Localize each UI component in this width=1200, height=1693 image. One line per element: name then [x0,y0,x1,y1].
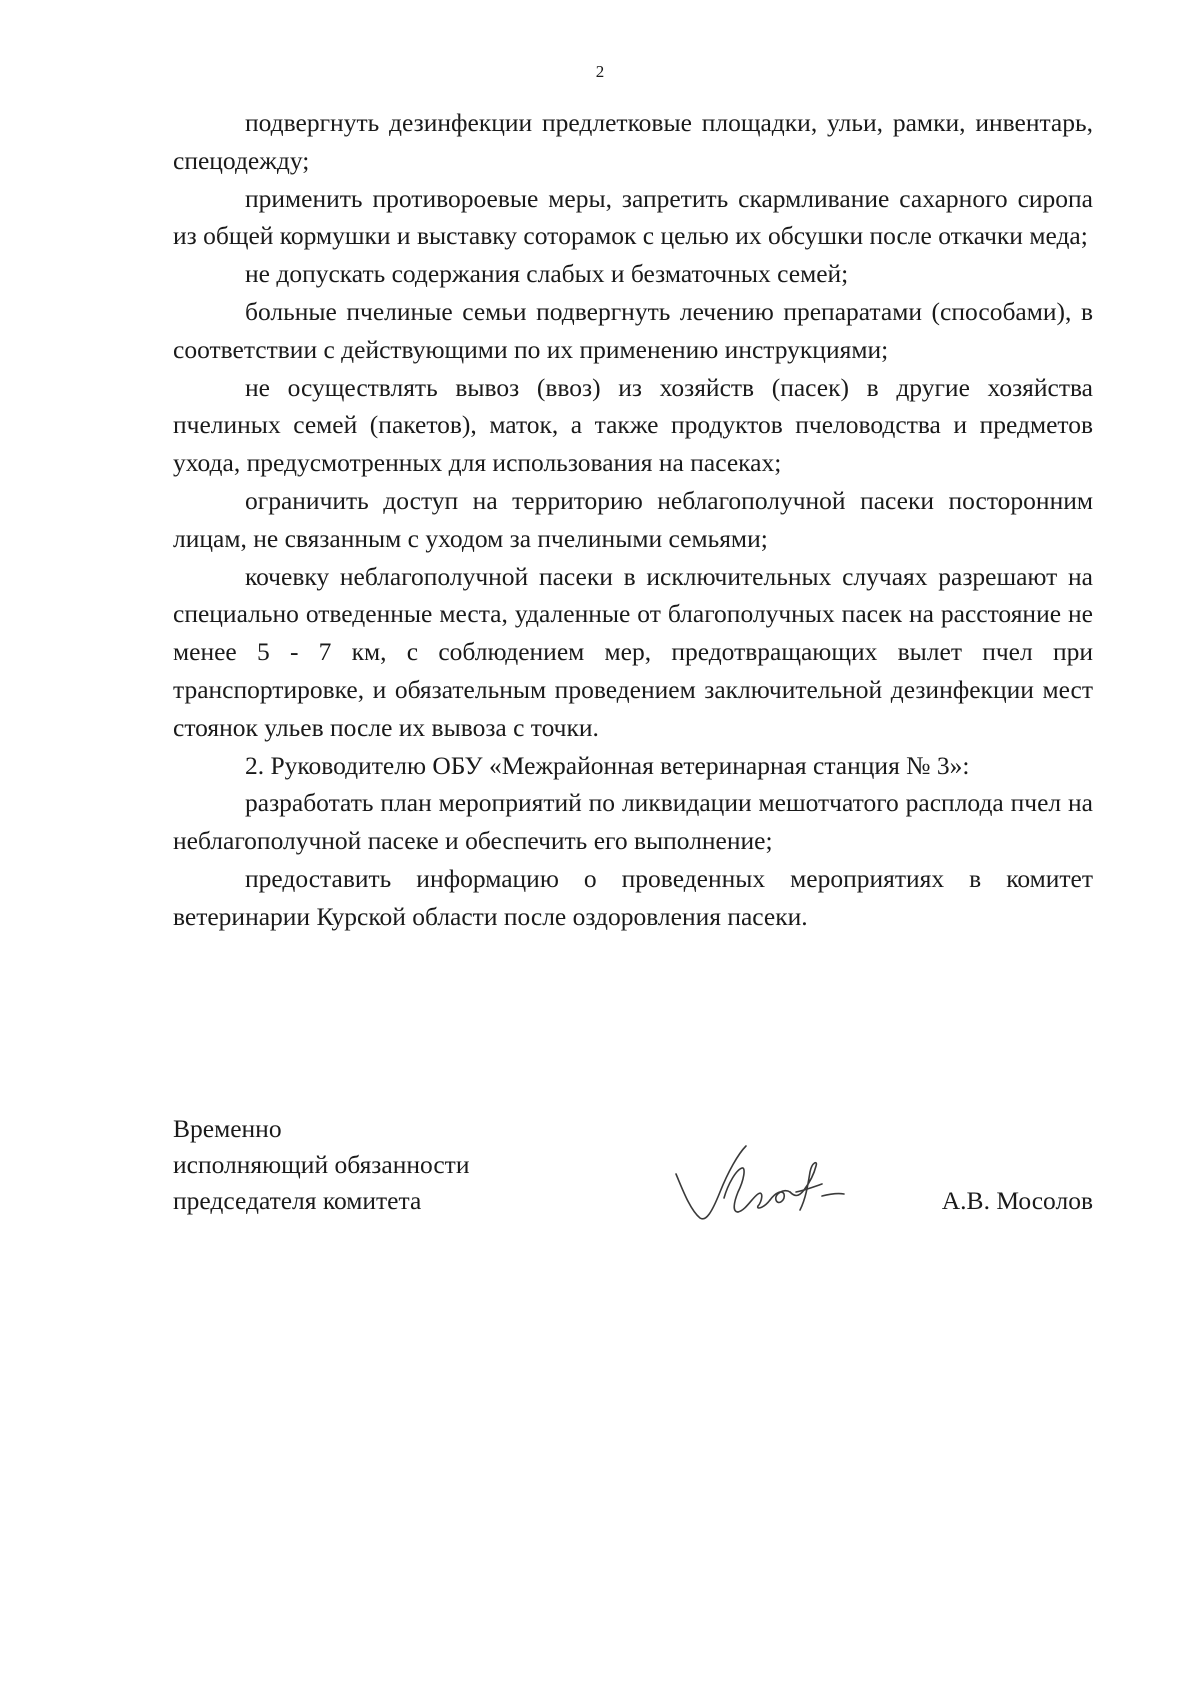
handwritten-signature [672,1140,922,1230]
signatory-name: А.В. Мосолов [941,1186,1093,1215]
paragraph: не допускать содержания слабых и безматочных семей; [245,259,849,289]
paragraph: кочевку неблагополучной пасеки в исключительных случаях разрешают на специально отведенные места, удаленные от благополучных пасек на расстояние не менее 5 - 7 км, с соблюдением мер, предотвращающих вылет пчел при транспортировке, и обязательным проведением заключительной дезинфекции мест стоянок ульев после их вывоза с точки. [173,561,1093,742]
paragraph: разработать план мероприятий по ликвидации мешотчатого расплода пчел на неблагополучной пасеке и обеспечить его выполнение; [173,788,1093,856]
paragraph: подвергнуть дезинфекции предлетковые площадки, ульи, рамки, инвентарь, спецодежду; [173,108,1093,175]
signatory-position [173,1111,469,1219]
paragraph: больные пчелиные семьи подвергнуть лечению препаратами (способами), в соответствии с действующими по их применению инструкциями; [173,296,1093,364]
document-body [173,104,1093,936]
paragraph: применить противороевые меры, запретить скармливание сахарного сиропа из общей кормушки и выставку сотoрамок с целью их обсушки после откачки меда; [173,183,1093,251]
position-line: исполняющий обязанности [173,1150,470,1179]
paragraph-numbered: 2. Руководителю ОБУ «Межрайонная ветеринарная станция № 3»: [245,750,970,780]
paragraph: предоставить информацию о проведенных мероприятиях в комитет ветеринарии Курской области после оздоровления пасеки. [173,863,1093,931]
position-line: Временно [173,1114,282,1143]
paragraph: ограничить доступ на территорию неблагополучной пасеки посторонним лицам, не связанным с уходом за пчелиными семьями; [173,485,1093,553]
paragraph: не осуществлять вывоз (ввоз) из хозяйств (пасек) в другие хозяйства пчелиных семей (пакетов), маток, а также продуктов пчеловодства и предметов ухода, предусмотренных для использования на пасеках; [173,372,1093,478]
page-number: 2 [595,62,605,81]
position-line: председателя комитета [173,1186,422,1215]
